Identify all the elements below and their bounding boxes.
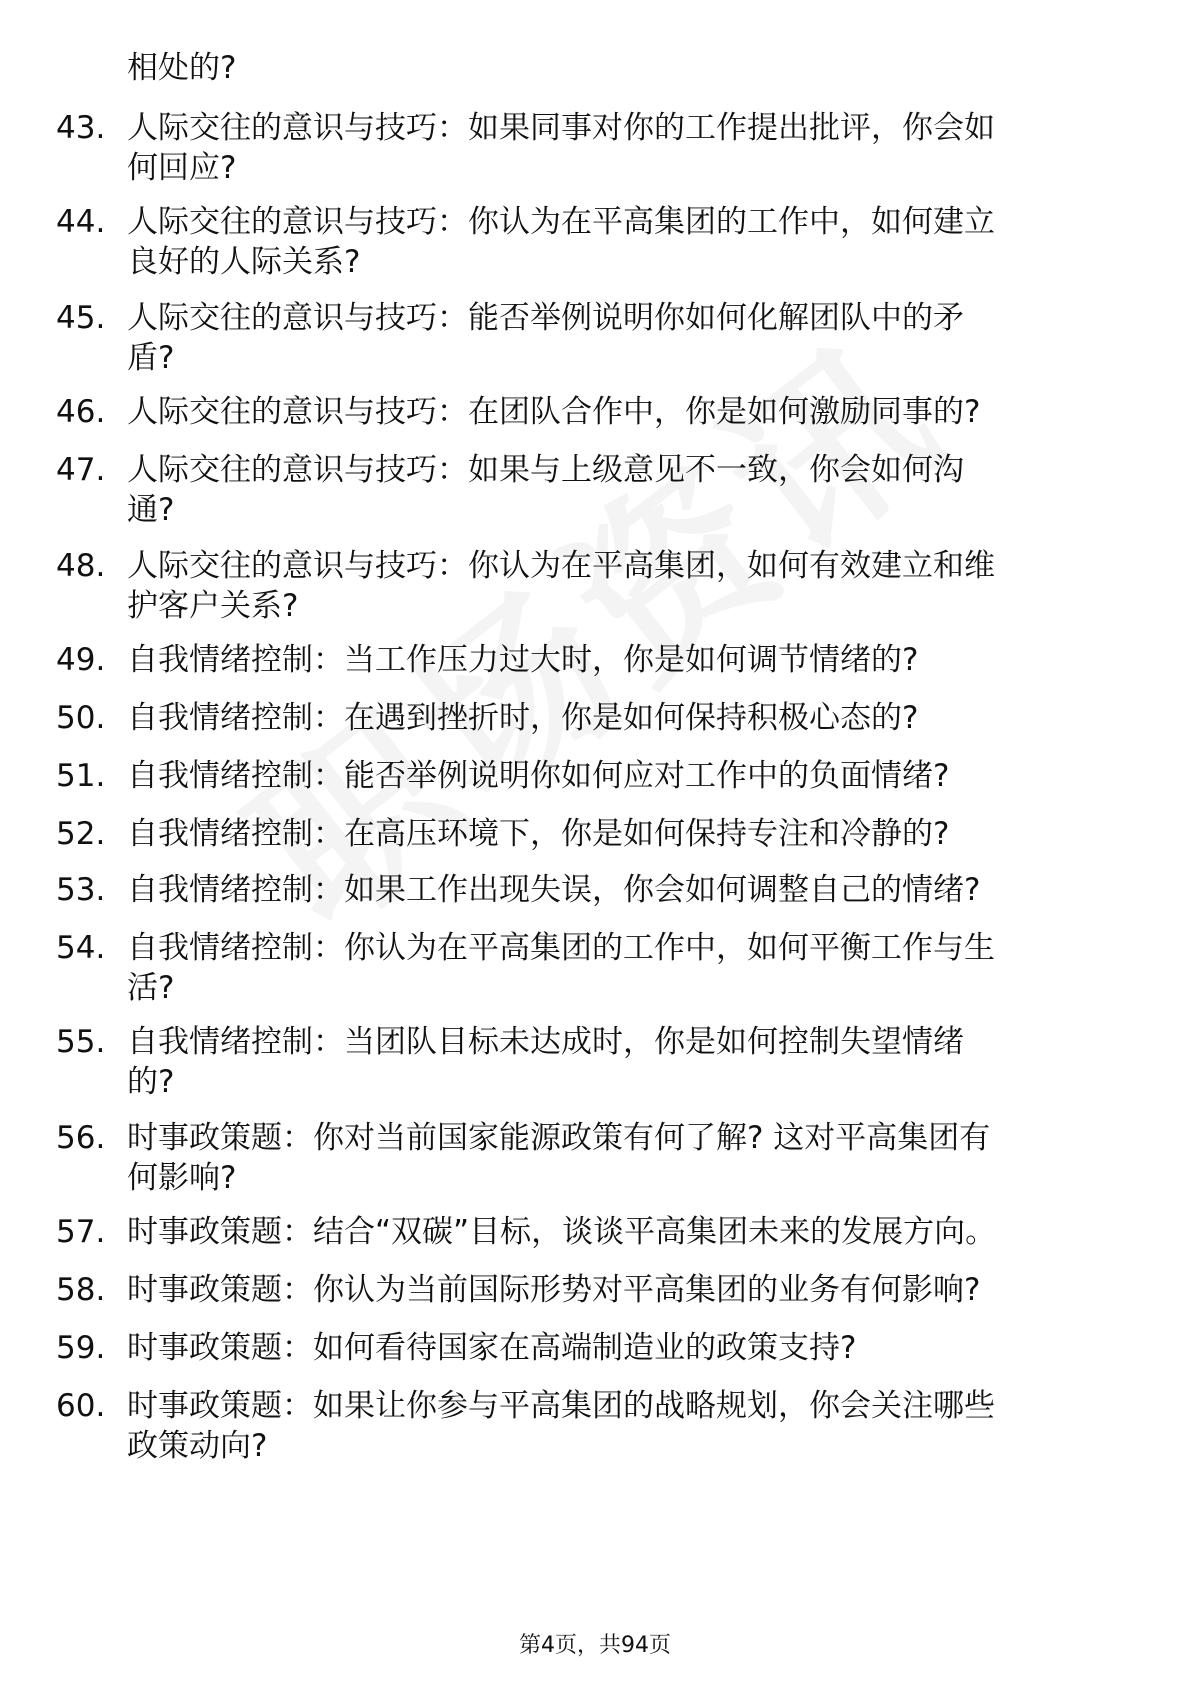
question-text: 自我情绪控制：当工作压力过大时，你是如何调节情绪的? xyxy=(127,642,919,678)
question-text: 人际交往的意识与技巧：如果与上级意见不一致，你会如何沟 通? xyxy=(127,452,964,528)
question-number: 52. xyxy=(56,816,106,852)
continuation-text: 相处的? xyxy=(127,50,237,86)
question-text: 时事政策题：你认为当前国际形势对平高集团的业务有何影响? xyxy=(127,1272,981,1308)
question-number: 58. xyxy=(56,1272,106,1308)
question-number: 57. xyxy=(56,1214,106,1250)
question-number: 50. xyxy=(56,700,106,736)
question-text: 人际交往的意识与技巧：能否举例说明你如何化解团队中的矛 盾? xyxy=(127,300,964,376)
question-number: 59. xyxy=(56,1330,106,1366)
question-number: 44. xyxy=(56,204,106,240)
question-text: 时事政策题：结合“双碳”目标，谈谈平高集团未来的发展方向。 xyxy=(127,1214,997,1250)
question-text: 自我情绪控制：在高压环境下，你是如何保持专注和冷静的? xyxy=(127,816,950,852)
question-number: 43. xyxy=(56,110,106,146)
question-text: 时事政策题：如果让你参与平高集团的战略规划，你会关注哪些 政策动向? xyxy=(127,1388,995,1464)
question-number: 45. xyxy=(56,300,106,336)
question-number: 49. xyxy=(56,642,106,678)
question-text: 自我情绪控制：能否举例说明你如何应对工作中的负面情绪? xyxy=(127,758,950,794)
question-text: 自我情绪控制：如果工作出现失误，你会如何调整自己的情绪? xyxy=(127,872,981,908)
question-number: 54. xyxy=(56,930,106,966)
question-text: 人际交往的意识与技巧：在团队合作中，你是如何激励同事的? xyxy=(127,394,981,430)
question-text: 人际交往的意识与技巧：你认为在平高集团的工作中，如何建立 良好的人际关系? xyxy=(127,204,995,280)
question-text: 时事政策题：你对当前国家能源政策有何了解? 这对平高集团有 何影响? xyxy=(127,1120,991,1196)
question-number: 60. xyxy=(56,1388,106,1424)
question-text: 人际交往的意识与技巧：如果同事对你的工作提出批评，你会如 何回应? xyxy=(127,110,995,186)
question-number: 56. xyxy=(56,1120,106,1156)
question-text: 时事政策题：如何看待国家在高端制造业的政策支持? xyxy=(127,1330,857,1366)
question-number: 48. xyxy=(56,548,106,584)
question-number: 46. xyxy=(56,394,106,430)
question-number: 47. xyxy=(56,452,106,488)
question-text: 人际交往的意识与技巧：你认为在平高集团，如何有效建立和维 护客户关系? xyxy=(127,548,995,624)
question-text: 自我情绪控制：当团队目标未达成时，你是如何控制失望情绪 的? xyxy=(127,1024,964,1100)
question-text: 自我情绪控制：在遇到挫折时，你是如何保持积极心态的? xyxy=(127,700,919,736)
question-number: 51. xyxy=(56,758,106,794)
page-footer: 第4页，共94页 xyxy=(519,1633,671,1658)
question-number: 53. xyxy=(56,872,106,908)
question-text: 自我情绪控制：你认为在平高集团的工作中，如何平衡工作与生 活? xyxy=(127,930,995,1006)
question-number: 55. xyxy=(56,1024,106,1060)
